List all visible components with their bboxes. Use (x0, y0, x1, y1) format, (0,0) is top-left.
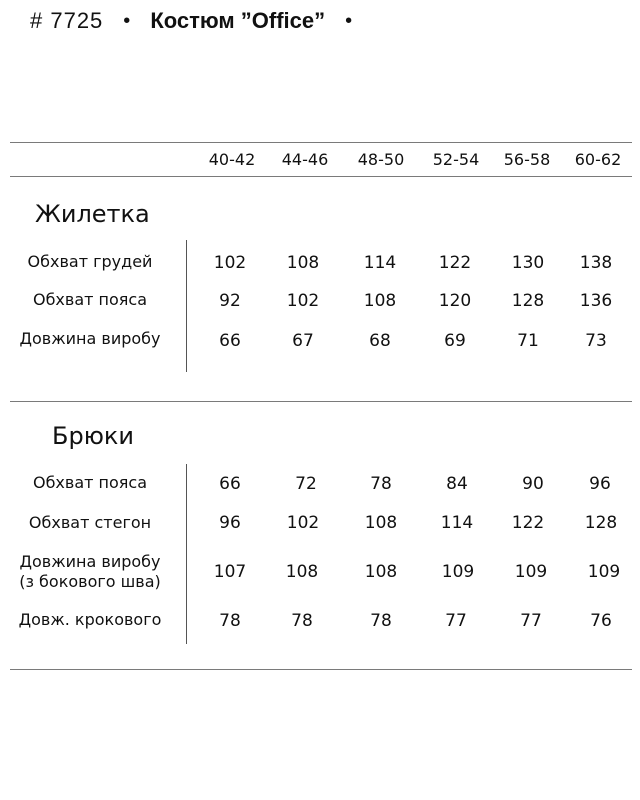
table-cell: 109 (514, 562, 548, 582)
table-cell: 72 (295, 474, 317, 494)
row-label: Обхват пояса (32, 290, 148, 309)
table-cell: 66 (219, 474, 241, 494)
table-cell: 67 (292, 331, 314, 351)
table-cell: 108 (364, 562, 398, 582)
table-cell: 108 (285, 562, 319, 582)
row-label: Довж. крокового (18, 610, 162, 629)
row-label: Обхват пояса (32, 473, 148, 492)
section-title-vest: Жилетка (35, 200, 150, 228)
table-cell: 108 (363, 291, 397, 311)
table-cell: 71 (517, 331, 539, 351)
table-cell: 96 (219, 513, 241, 533)
table-cell: 78 (291, 611, 313, 631)
table-cell: 108 (364, 513, 398, 533)
table-cell: 122 (511, 513, 545, 533)
table-cell: 102 (286, 291, 320, 311)
product-title: Костюм ”Office” (150, 8, 326, 33)
row-label: Обхват стегон (28, 513, 152, 532)
table-cell: 90 (522, 474, 544, 494)
table-cell: 102 (213, 253, 247, 273)
bullet-separator: • (345, 9, 353, 32)
table-cell: 78 (370, 611, 392, 631)
size-column-header: 48-50 (357, 150, 405, 169)
table-cell: 77 (520, 611, 542, 631)
size-column-header: 40-42 (208, 150, 256, 169)
table-cell: 136 (579, 291, 613, 311)
table-cell: 114 (363, 253, 397, 273)
size-column-header: 44-46 (281, 150, 329, 169)
table-cell: 84 (446, 474, 468, 494)
table-top-divider (10, 142, 632, 143)
size-column-header: 60-62 (574, 150, 622, 169)
row-label: Довжина виробу (19, 329, 161, 348)
header-divider (10, 176, 632, 177)
table-cell: 78 (219, 611, 241, 631)
table-cell: 109 (587, 562, 621, 582)
table-cell: 128 (511, 291, 545, 311)
table-cell: 76 (590, 611, 612, 631)
table-bottom-divider (10, 669, 632, 670)
vest-column-divider (186, 240, 187, 372)
table-cell: 107 (213, 562, 247, 582)
table-cell: 66 (219, 331, 241, 351)
table-cell: 73 (585, 331, 607, 351)
article-number: # 7725 (30, 8, 104, 33)
section-title-trousers: Брюки (52, 422, 134, 450)
section-divider (10, 401, 632, 402)
row-label: Довжина виробу (з бокового шва) (19, 552, 161, 591)
table-cell: 114 (440, 513, 474, 533)
table-cell: 102 (286, 513, 320, 533)
table-cell: 77 (445, 611, 467, 631)
table-cell: 130 (511, 253, 545, 273)
table-cell: 92 (219, 291, 241, 311)
size-column-header: 52-54 (432, 150, 480, 169)
trousers-column-divider (186, 464, 187, 644)
table-cell: 109 (441, 562, 475, 582)
bullet-separator: • (123, 9, 131, 32)
size-column-header: 56-58 (503, 150, 551, 169)
table-cell: 96 (589, 474, 611, 494)
table-cell: 69 (444, 331, 466, 351)
table-cell: 78 (370, 474, 392, 494)
table-cell: 138 (579, 253, 613, 273)
document-header (30, 6, 372, 36)
table-cell: 128 (584, 513, 618, 533)
table-cell: 68 (369, 331, 391, 351)
table-cell: 108 (286, 253, 320, 273)
table-cell: 120 (438, 291, 472, 311)
table-cell: 122 (438, 253, 472, 273)
row-label: Обхват грудей (27, 252, 153, 271)
